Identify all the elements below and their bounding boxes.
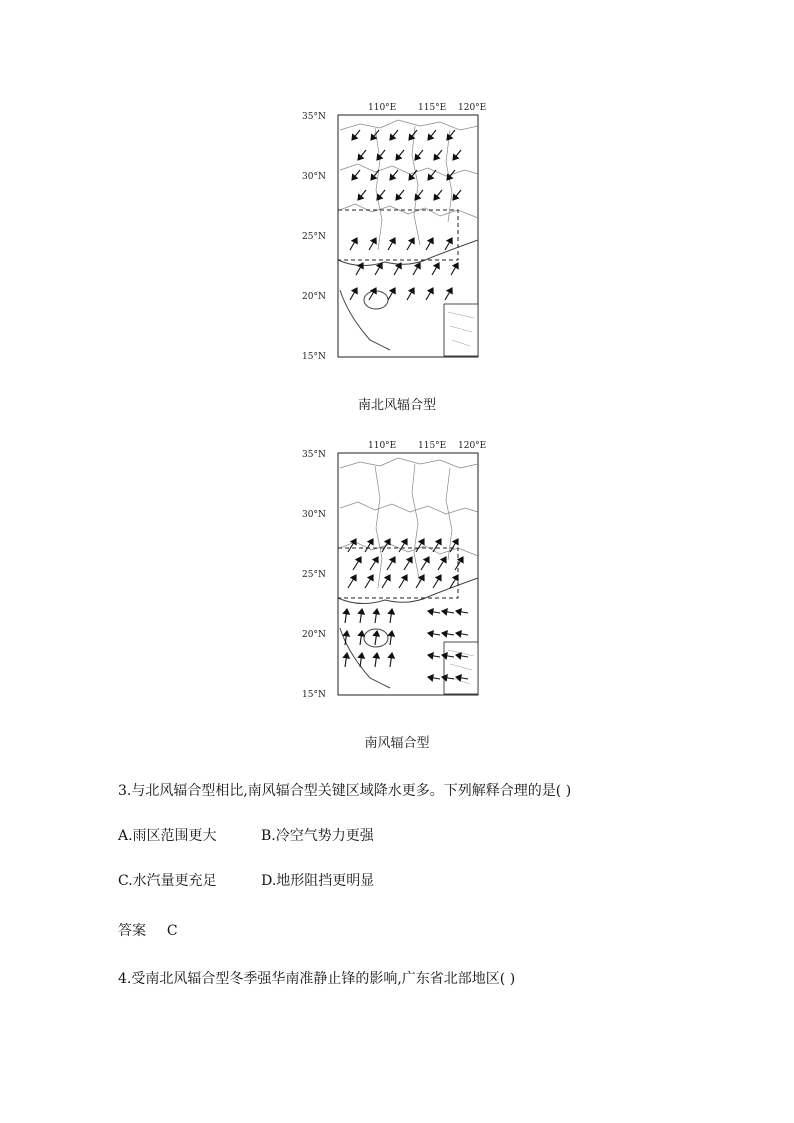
option-d: D.地形阻挡更明显 [261, 873, 375, 889]
lat-label: 15°N [302, 690, 326, 700]
question-3-options-row-1 [118, 825, 374, 845]
lat-label: 20°N [302, 630, 326, 640]
option-b: B.冷空气势力更强 [261, 828, 374, 844]
lat-label: 35°N [302, 112, 326, 122]
lon-label: 110°E [368, 441, 397, 451]
question-3-stem: 3.与北风辐合型相比,南风辐合型关键区域降水更多。下列解释合理的是( ) [118, 783, 572, 799]
inset-map [444, 304, 478, 356]
map-figure-1 [300, 100, 490, 360]
option-c: C.水汽量更充足 [118, 873, 217, 889]
lon-label: 120°E [458, 441, 487, 451]
lon-label: 110°E [368, 103, 397, 113]
inset-map [444, 642, 478, 694]
answer-value: C [166, 923, 178, 939]
lat-label: 20°N [302, 292, 326, 302]
lon-label: 120°E [458, 103, 487, 113]
map-figure-2 [300, 438, 490, 698]
map-svg-1 [300, 100, 490, 360]
lat-label: 25°N [302, 570, 326, 580]
lat-label: 25°N [302, 232, 326, 242]
answer-line [118, 920, 178, 940]
lat-label: 15°N [302, 352, 326, 360]
lon-label: 115°E [418, 103, 447, 113]
lon-label: 115°E [418, 441, 447, 451]
lat-label: 35°N [302, 450, 326, 460]
question-4-stem: 4.受南北风辐合型冬季强华南准静止锋的影响,广东省北部地区( ) [118, 971, 516, 987]
lat-label: 30°N [302, 510, 326, 520]
question-3-options-row-2 [118, 870, 374, 890]
figure-caption-1: 南北风辐合型 [357, 398, 436, 413]
map-svg-2 [300, 438, 490, 703]
lat-label: 30°N [302, 172, 326, 182]
option-a: A.雨区范围更大 [118, 828, 217, 844]
figure-caption-2: 南风辐合型 [364, 736, 430, 751]
answer-label: 答案 [118, 923, 146, 939]
